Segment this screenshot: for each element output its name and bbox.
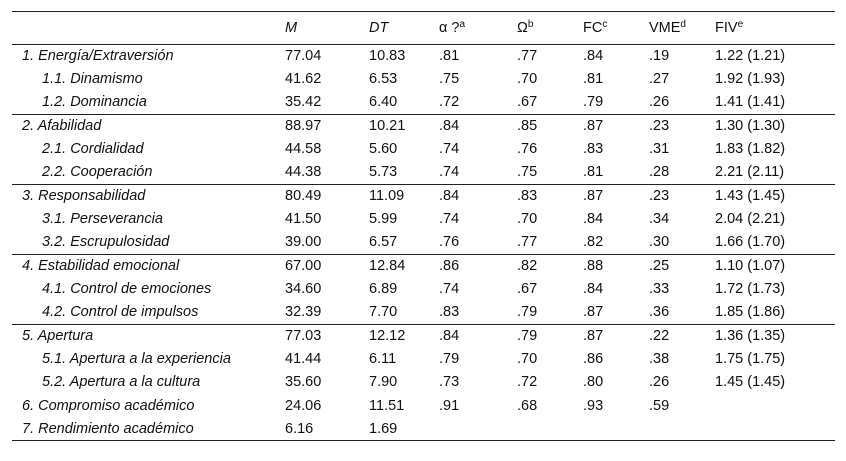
scale-label: 2. Afabilidad (12, 114, 285, 137)
cell-omega: .75 (517, 164, 538, 181)
cell-fc: .87 (583, 114, 649, 137)
cell-fiv: 1.10 (1.07) (715, 254, 835, 277)
cell-vme: .26 (649, 94, 670, 111)
cell-vme: .36 (649, 304, 670, 321)
cell-omega: .72 (517, 374, 538, 391)
cell-mean: 41.50 (285, 211, 322, 228)
header-fiv (715, 12, 835, 45)
cell-fiv: 1.36 (1.35) (715, 324, 835, 347)
cell-mean: 88.97 (285, 114, 369, 137)
cell-fiv: 1.85 (1.86) (715, 304, 786, 321)
cell-fiv (715, 417, 835, 440)
table-row (12, 138, 835, 161)
subscale-label: 4.1. Control de emociones (42, 281, 212, 298)
cell-mean: 32.39 (285, 304, 322, 321)
table-row (12, 277, 835, 300)
cell-alpha: .91 (439, 397, 460, 414)
cell-sd: 11.09 (369, 184, 439, 207)
table-row (12, 231, 835, 254)
cell-omega: .67 (517, 281, 538, 298)
cell-alpha: .74 (439, 281, 460, 298)
cell-fiv: 2.21 (2.11) (715, 164, 785, 181)
table-row (12, 91, 835, 114)
cell-fiv (715, 394, 835, 417)
cell-vme (649, 417, 715, 440)
cell-mean: 77.03 (285, 324, 369, 347)
cell-omega: .79 (517, 324, 583, 347)
header-text: VME (649, 20, 681, 36)
cell-fiv: 1.66 (1.70) (715, 234, 786, 251)
cell-fc: .82 (583, 234, 604, 251)
header-mean (285, 12, 369, 45)
header-fc (583, 12, 649, 45)
cell-sd: 12.84 (369, 254, 439, 277)
cell-alpha: .72 (439, 94, 460, 111)
cell-alpha: .75 (439, 71, 460, 88)
subscale-label: 5.1. Apertura a la experiencia (42, 351, 231, 367)
cell-sd: 6.89 (369, 281, 398, 298)
cell-sd: 6.53 (369, 71, 398, 88)
cell-fiv: 1.72 (1.73) (715, 281, 786, 298)
cell-alpha: .81 (439, 45, 517, 68)
cell-fiv: 2.04 (2.21) (715, 211, 786, 228)
header-row (12, 12, 835, 45)
header-omega (517, 12, 583, 45)
cell-omega: .77 (517, 45, 583, 68)
header-footnote-marker: b (527, 19, 534, 30)
cell-fc: .79 (583, 94, 604, 111)
cell-alpha: .84 (439, 184, 517, 207)
cell-mean: 41.44 (285, 351, 322, 367)
cell-alpha: .76 (439, 234, 460, 251)
cell-fc: .87 (583, 304, 604, 321)
cell-mean: 80.49 (285, 184, 369, 207)
header-footnote-marker: c (602, 19, 608, 30)
cell-fc: .84 (583, 211, 604, 228)
cell-omega: .70 (517, 351, 538, 367)
cell-sd: 5.99 (369, 211, 398, 228)
cell-vme: .27 (649, 71, 670, 88)
subscale-label: 1.1. Dinamismo (42, 71, 143, 88)
cell-fc: .81 (583, 71, 604, 88)
table-row (12, 254, 835, 277)
table-row (12, 68, 835, 91)
scale-label: 4. Estabilidad emocional (12, 254, 285, 277)
cell-fc: .80 (583, 374, 604, 391)
table-row (12, 417, 835, 440)
scale-label: 5. Apertura (12, 324, 285, 347)
cell-mean: 77.04 (285, 45, 369, 68)
cell-omega: .85 (517, 114, 583, 137)
cell-sd: 7.90 (369, 374, 398, 391)
table-row (12, 394, 835, 417)
cell-vme: .19 (649, 45, 715, 68)
cell-mean: 24.06 (285, 397, 322, 414)
header-text: Ω (517, 20, 528, 36)
header-footnote-marker: e (737, 19, 744, 30)
cell-mean: 39.00 (285, 234, 322, 251)
subscale-label: 3.1. Perseverancia (42, 211, 163, 228)
cell-omega: .77 (517, 234, 538, 251)
cell-fiv: 1.43 (1.45) (715, 184, 835, 207)
header-alpha (439, 12, 517, 45)
cell-omega: .70 (517, 71, 538, 88)
cell-alpha: .79 (439, 351, 460, 367)
cell-alpha: .74 (439, 164, 460, 181)
cell-fc (583, 417, 649, 440)
table-header (12, 12, 835, 45)
cell-alpha: .84 (439, 324, 517, 347)
cell-sd: 5.60 (369, 141, 398, 158)
cell-fiv: 1.45 (1.45) (715, 374, 786, 391)
cell-omega: .79 (517, 304, 538, 321)
cell-fiv: 1.83 (1.82) (715, 141, 786, 158)
subscale-label: 2.1. Cordialidad (42, 141, 144, 158)
table-row (12, 371, 835, 394)
cell-omega (517, 417, 583, 440)
cell-fc: .88 (583, 254, 649, 277)
cell-sd: 6.57 (369, 234, 398, 251)
header-footnote-marker: a (459, 19, 466, 30)
cell-omega: .68 (517, 397, 538, 414)
scale-label: 3. Responsabilidad (12, 184, 285, 207)
cell-vme: .38 (649, 351, 670, 367)
cell-fc: .87 (583, 184, 649, 207)
cell-vme: .30 (649, 234, 670, 251)
cell-fc: .83 (583, 141, 604, 158)
cell-fiv: 1.30 (1.30) (715, 114, 835, 137)
table-row (12, 347, 835, 370)
cell-omega: .70 (517, 211, 538, 228)
cell-vme: .28 (649, 164, 670, 181)
cell-sd: 10.83 (369, 45, 439, 68)
cell-mean: 67.00 (285, 254, 369, 277)
cell-vme: .22 (649, 324, 715, 347)
cell-sd: 1.69 (369, 417, 439, 440)
descriptive-statistics-table (12, 11, 835, 441)
cell-sd: 5.73 (369, 164, 398, 181)
scale-label: 6. Compromiso académico (22, 397, 195, 414)
cell-sd: 10.21 (369, 114, 439, 137)
cell-mean: 35.42 (285, 94, 322, 111)
header-text: FIV (715, 20, 738, 36)
header-sd (369, 12, 439, 45)
cell-omega: .76 (517, 141, 538, 158)
cell-mean: 41.62 (285, 71, 322, 88)
cell-vme: .23 (649, 114, 715, 137)
table-row (12, 45, 835, 68)
cell-alpha: .73 (439, 374, 460, 391)
cell-fc: .86 (583, 351, 604, 367)
table-row (12, 161, 835, 184)
cell-alpha: .83 (439, 304, 460, 321)
cell-omega: .67 (517, 94, 538, 111)
cell-vme: .31 (649, 141, 670, 158)
cell-vme: .25 (649, 254, 715, 277)
cell-mean: 6.16 (285, 417, 369, 440)
cell-alpha: .74 (439, 211, 460, 228)
cell-fc: .81 (583, 164, 604, 181)
subscale-label: 4.2. Control de impulsos (42, 304, 199, 321)
table-row (12, 301, 835, 324)
cell-alpha (439, 417, 517, 440)
cell-sd: 6.40 (369, 94, 398, 111)
cell-sd: 6.11 (369, 351, 397, 367)
table-row (12, 184, 835, 207)
cell-sd: 7.70 (369, 304, 398, 321)
cell-fc: .93 (583, 397, 604, 414)
header-footnote-marker: d (680, 19, 686, 30)
cell-sd: 12.12 (369, 324, 439, 347)
header-vme (649, 12, 715, 45)
header-text: M (285, 20, 298, 36)
scale-label: 7. Rendimiento académico (12, 417, 285, 440)
cell-fc: .87 (583, 324, 649, 347)
subscale-label: 2.2. Cooperación (42, 164, 153, 181)
cell-fiv: 1.75 (1.75) (715, 351, 786, 367)
scale-label: 1. Energía/Extraversión (12, 45, 285, 68)
cell-alpha: .74 (439, 141, 460, 158)
cell-alpha: .86 (439, 254, 517, 277)
cell-omega: .83 (517, 184, 583, 207)
cell-mean: 44.58 (285, 141, 322, 158)
subscale-label: 3.2. Escrupulosidad (42, 234, 170, 251)
subscale-label: 1.2. Dominancia (42, 94, 147, 111)
cell-mean: 44.38 (285, 164, 322, 181)
table-body (12, 45, 835, 441)
header-variable (12, 12, 285, 45)
cell-vme: .23 (649, 184, 715, 207)
cell-fc: .84 (583, 281, 604, 298)
cell-omega: .82 (517, 254, 583, 277)
cell-vme: .34 (649, 211, 670, 228)
cell-mean: 35.60 (285, 374, 322, 391)
cell-alpha: .84 (439, 114, 517, 137)
cell-vme: .59 (649, 397, 670, 414)
table-row (12, 114, 835, 137)
cell-fiv: 1.92 (1.93) (715, 71, 786, 88)
cell-fiv: 1.22 (1.21) (715, 45, 835, 68)
table-row (12, 324, 835, 347)
cell-mean: 34.60 (285, 281, 322, 298)
cell-vme: .33 (649, 281, 670, 298)
cell-vme: .26 (649, 374, 670, 391)
subscale-label: 5.2. Apertura a la cultura (42, 374, 201, 391)
table-row (12, 208, 835, 231)
header-text: α ? (439, 20, 460, 36)
cell-fiv: 1.41 (1.41) (715, 94, 786, 111)
header-text: FC (583, 20, 603, 36)
cell-sd: 11.51 (369, 397, 405, 414)
cell-fc: .84 (583, 45, 649, 68)
header-text: DT (369, 20, 389, 36)
